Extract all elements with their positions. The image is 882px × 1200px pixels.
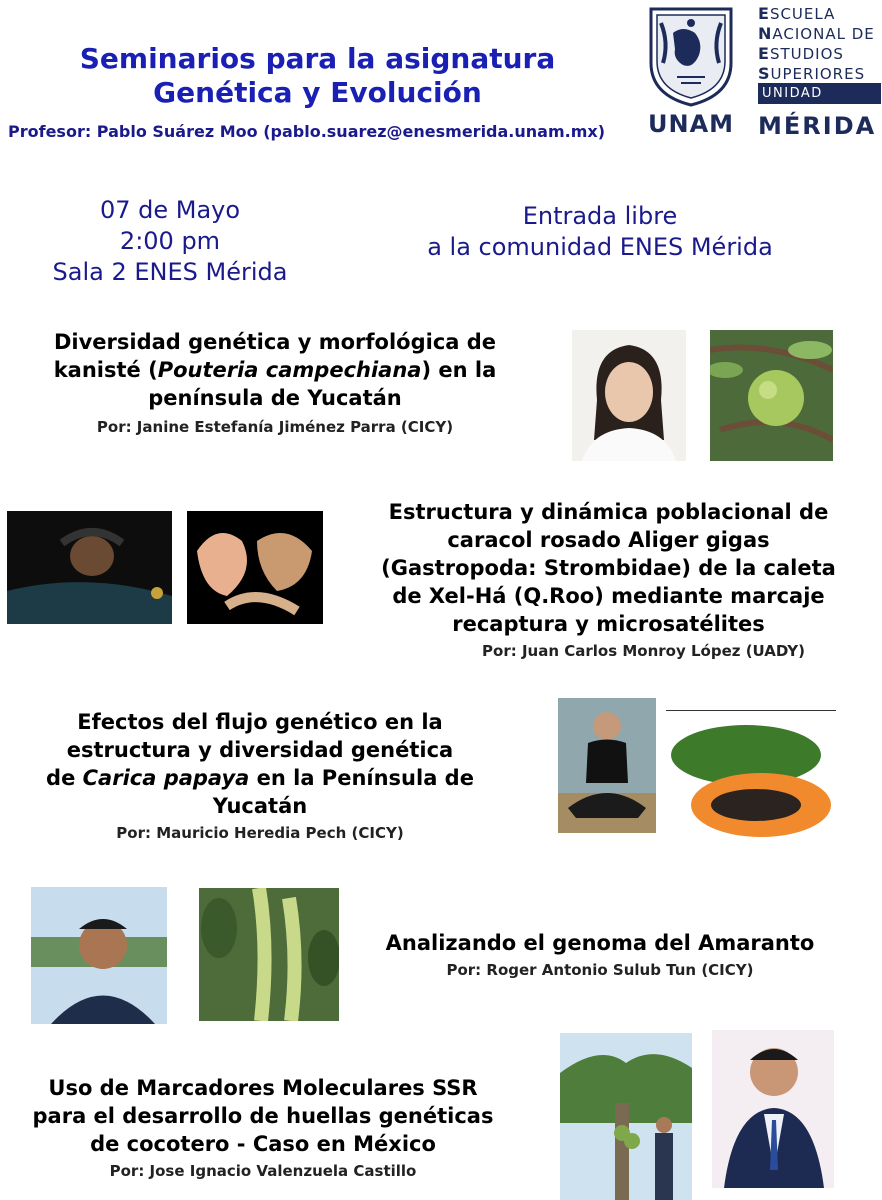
enes-initial-e2: E [758,44,770,63]
enes-initial-s: S [758,64,771,83]
enes-word-superiores: UPERIORES [770,65,866,83]
talk-3-speaker: Por: Mauricio Heredia Pech (CICY) [116,824,404,842]
talk-1-title-text: kanisté ( [53,358,158,382]
talk-1-title-line: península de Yucatán [148,386,402,410]
talk-5-title-line: de cocotero - Caso en México [90,1132,436,1156]
event-time: 2:00 pm [119,227,221,255]
conch-shell-photo [187,511,323,624]
talk-2-speaker: Por: Juan Carlos Monroy López (UADY) [482,642,805,660]
entry-line-2: a la comunidad ENES Mérida [427,233,773,261]
talk-2-title-line: (Gastropoda: Strombidae) de la caleta [381,556,836,580]
talk-5-title-line: para el desarrollo de huellas genéticas [32,1104,494,1128]
unam-wordmark: UNAM [648,110,735,138]
title-line-2: Genética y Evolución [153,76,482,109]
merida-wordmark: MÉRIDA [758,112,877,140]
talk-3-title-text: en la Península de [249,766,474,790]
talk-2-title-line: recaptura y microsatélites [452,612,765,636]
entry-line-1: Entrada libre [522,202,678,230]
talk-1-species: Pouteria campechiana [157,358,422,382]
talk-3 [0,708,520,842]
diver-photo [7,511,172,624]
entry-notice [390,201,810,263]
speaker-5-photo [712,1030,834,1188]
talk-5-speaker: Por: Jose Ignacio Valenzuela Castillo [109,1162,417,1180]
enes-initial-e: E [758,4,770,23]
enes-word-nacional: ACIONAL DE [772,25,875,43]
title-line-1: Seminarios para la asignatura [79,42,556,75]
kaniste-fruit-photo [710,330,833,461]
papaya-photo [666,710,836,848]
talk-1-title [0,328,550,412]
event-place: Sala 2 ENES Mérida [52,258,288,286]
enes-initial-n: N [758,24,773,43]
unam-seal-icon [643,3,739,107]
talk-3-title-line: Yucatán [212,794,308,818]
enes-word-estudios: STUDIOS [769,45,844,63]
enes-name [758,4,875,84]
talk-5 [0,1074,526,1180]
talk-2-title [335,498,882,638]
talk-3-title-line [0,764,520,792]
talk-1 [0,328,550,436]
enes-word-escuela: SCUELA [769,5,836,23]
talk-1-title-line: Diversidad genética y morfológica de [53,330,497,354]
talk-1-speaker: Por: Janine Estefanía Jiménez Parra (CICY) [96,418,454,436]
talk-2 [335,498,882,660]
amaranth-photo [199,888,339,1021]
event-date: 07 de Mayo [99,196,241,224]
talk-4 [345,929,855,979]
talk-1-title-line [0,356,550,384]
event-details [20,195,320,288]
talk-4-speaker: Por: Roger Antonio Sulub Tun (CICY) [446,961,754,979]
speaker-3-photo [558,698,656,833]
coconut-palm-photo [560,1033,692,1200]
talk-3-title [0,708,520,820]
talk-5-title-line: Uso de Marcadores Moleculares SSR [48,1076,478,1100]
talk-2-title-line: de Xel-Há (Q.Roo) mediante marcaje [392,584,825,608]
talk-5-title [0,1074,526,1158]
speaker-1-photo [572,330,686,461]
talk-3-title-line: Efectos del flujo genético en la [77,710,443,734]
talk-4-title: Analizando el genoma del Amaranto [385,931,815,955]
talk-3-title-text: de [46,766,83,790]
unidad-band: UNIDAD [758,83,881,104]
talk-2-title-line: caracol rosado Aliger gigas [447,528,770,552]
talk-2-title-line: Estructura y dinámica poblacional de [388,500,829,524]
talk-1-title-text: ) en la [421,358,497,382]
speaker-4-photo [31,887,167,1024]
page-title [0,42,635,110]
professor-line: Profesor: Pablo Suárez Moo (pablo.suarez@enesmerida.unam.mx) [8,122,606,141]
talk-3-title-line: estructura y diversidad genética [66,738,454,762]
talk-3-species: Carica papaya [82,766,250,790]
